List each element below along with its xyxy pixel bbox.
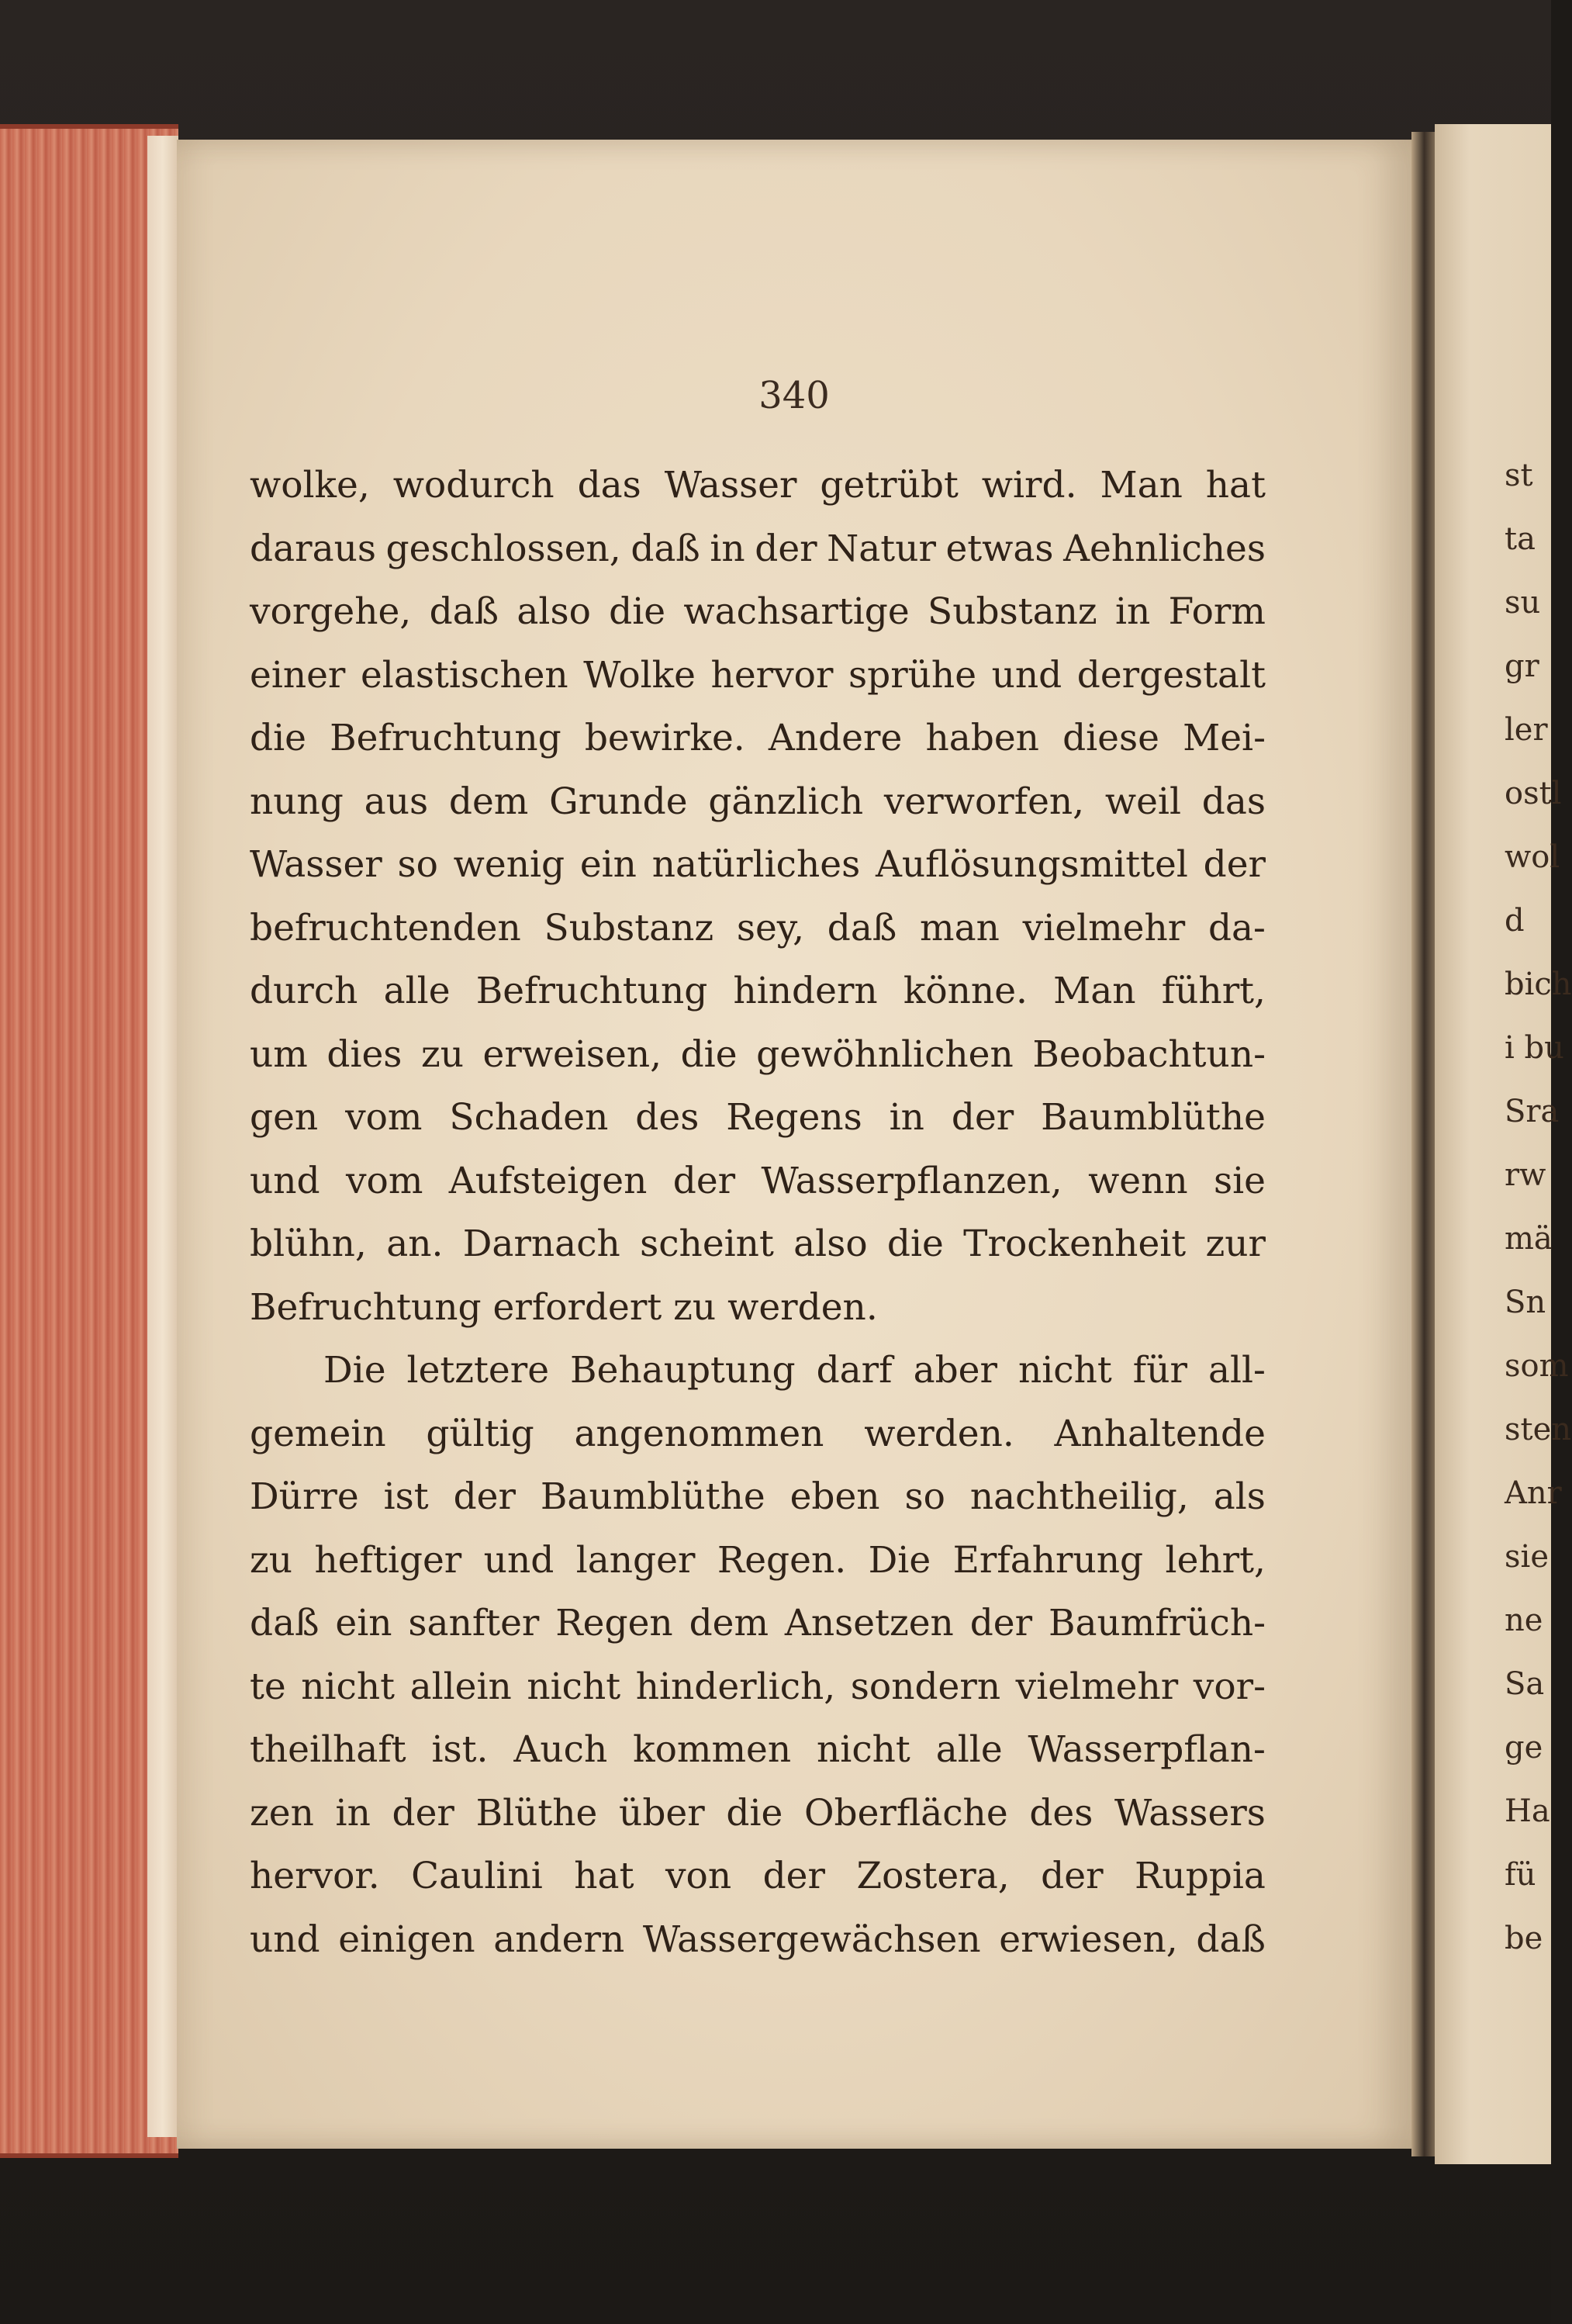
next-page-edge [1435,124,1572,2164]
text-line: Die letztere Behauptung darf aber nicht für all- [323,1349,1266,1392]
text-line: befruchtenden Substanz sey, daß man vielmehr da- [250,906,1266,949]
text-line: einer elastischen Wolke hervor sprühe und dergestalt [250,653,1266,697]
text-line: daß ein sanfter Regen dem Ansetzen der Baumfrüch- [250,1602,1266,1644]
text-line: und einigen andern Wassergewächsen erwiesen, daß [250,1918,1266,1961]
next-page-fragment: Sn [1505,1285,1546,1320]
text-line: durch alle Befruchtung hindern könne. Man führt, [250,970,1266,1012]
next-page-fragment: ta [1505,521,1536,557]
text-line: theilhaft ist. Auch kommen nicht alle Wasserpflan- [250,1728,1266,1771]
next-page-fragment: gr [1505,648,1539,684]
text-line: Wasser so wenig ein natürliches Auflösungsmittel der [250,843,1266,886]
book-gutter [1411,132,1435,2156]
text-line: gemein gültig angenommen werden. Anhaltende [250,1412,1266,1455]
text-line: zen in der Blüthe über die Oberfläche des Wassers [250,1791,1266,1835]
next-page-fragment: ostl [1505,776,1562,811]
next-page-fragment: su [1505,585,1541,621]
next-page-fragment: fü [1505,1857,1536,1893]
page-number: 340 [758,374,830,417]
next-page-fragment: be [1505,1921,1543,1956]
text-line: die Befruchtung bewirke. Andere haben diese Mei- [250,717,1266,759]
next-page-fragment: i bu [1505,1030,1564,1066]
next-page-fragment: d [1505,903,1525,939]
next-page-fragment: rw [1505,1157,1546,1193]
next-page-fragment: sie [1505,1539,1549,1575]
text-line: nung aus dem Grunde gänzlich verworfen, weil das [250,780,1266,823]
text-line: daraus geschlossen, daß in der Natur etwas Aehnliches [250,527,1266,570]
next-page-fragment: mä [1505,1221,1553,1257]
text-line: um dies zu erweisen, die gewöhnlichen Beobachtun- [250,1032,1266,1076]
next-page-fragment: Sa [1505,1666,1545,1702]
next-page-fragment: Anr [1505,1475,1562,1511]
text-line: zu heftiger und langer Regen. Die Erfahrung lehrt, [250,1538,1266,1582]
next-page-fragment: wol [1505,839,1560,875]
page-text [250,454,1266,1971]
text-line: wolke, wodurch das Wasser getrübt wird. Man hat [250,464,1266,507]
page-edge-strip [147,136,178,2137]
next-page-fragment: ge [1505,1730,1543,1765]
text-line: hervor. Caulini hat von der Zostera, der Ruppia [250,1855,1266,1897]
text-line: gen vom Schaden des Regens in der Baumblüthe [250,1096,1266,1139]
text-line: Befruchtung erfordert zu werden. [250,1285,878,1329]
text-line: und vom Aufsteigen der Wasserpflanzen, wenn sie [250,1159,1266,1202]
text-line: blühn, an. Darnach scheint also die Trockenheit zur [250,1223,1266,1265]
next-page-fragment: ne [1505,1603,1543,1638]
next-page-fragment: Ha [1505,1793,1550,1829]
next-page-fragment: sten [1505,1412,1572,1447]
next-page-fragment: st [1505,458,1533,493]
text-line: Dürre ist der Baumblüthe eben so nachtheilig, als [250,1475,1266,1518]
text-line: te nicht allein nicht hinderlich, sondern vielmehr vor- [250,1665,1266,1708]
next-page-fragment: Sra [1505,1094,1560,1129]
next-page-fragment: som [1505,1348,1569,1384]
text-line: vorgehe, daß also die wachsartige Substanz in Form [250,590,1266,633]
next-page-fragment: bich [1505,967,1572,1002]
next-page-fragment: ler [1505,712,1548,748]
